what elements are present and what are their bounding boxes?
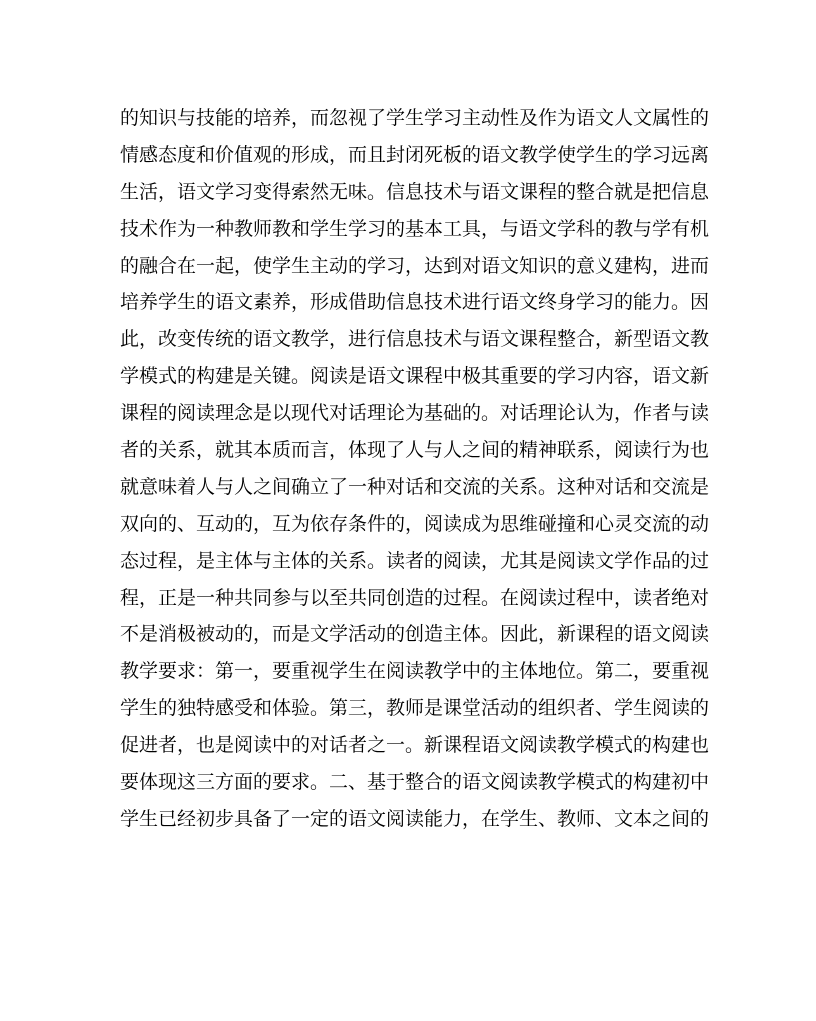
text-line: 双向的、互动的，互为依存条件的，阅读成为思维碰撞和心灵交流的动 <box>120 512 710 535</box>
text-line: 的知识与技能的培养，而忽视了学生学习主动性及作为语文人文属性的 <box>120 107 710 129</box>
body-paragraph <box>120 100 710 838</box>
text-line: 学模式的构建是关键。阅读是语文课程中极其重要的学习内容，语文新 <box>120 365 710 388</box>
text-line: 者的关系，就其本质而言，体现了人与人之间的精神联系，阅读行为也 <box>120 439 710 462</box>
text-line: 技术作为一种教师教和学生学习的基本工具，与语文学科的教与学有机 <box>120 217 710 240</box>
text-line: 的融合在一起，使学生主动的学习，达到对语文知识的意义建构，进而 <box>120 254 710 277</box>
text-line: 不是消极被动的，而是文学活动的创造主体。因此，新课程的语文阅读 <box>120 623 710 646</box>
text-line: 学生的独特感受和体验。第三，教师是课堂活动的组织者、学生阅读的 <box>120 697 710 720</box>
text-line: 课程的阅读理念是以现代对话理论为基础的。对话理论认为，作者与读 <box>120 402 710 425</box>
text-line: 促进者，也是阅读中的对话者之一。新课程语文阅读教学模式的构建也 <box>120 734 710 757</box>
text-line: 教学要求：第一，要重视学生在阅读教学中的主体地位。第二，要重视 <box>120 660 710 683</box>
text-line: 程，正是一种共同参与以至共同创造的过程。在阅读过程中，读者绝对 <box>120 586 710 609</box>
text-line: 态过程，是主体与主体的关系。读者的阅读，尤其是阅读文学作品的过 <box>120 549 710 572</box>
text-line: 生活，语文学习变得索然无味。信息技术与语文课程的整合就是把信息 <box>120 180 710 203</box>
text-line: 要体现这三方面的要求。二、基于整合的语文阅读教学模式的构建初中 <box>120 771 710 794</box>
text-line: 情感态度和价值观的形成，而且封闭死板的语文教学使学生的学习远离 <box>120 143 710 166</box>
text-line: 此，改变传统的语文教学，进行信息技术与语文课程整合，新型语文教 <box>120 328 710 351</box>
text-line: 学生已经初步具备了一定的语文阅读能力，在学生、教师、文本之间的 <box>120 807 710 830</box>
text-line: 就意味着人与人之间确立了一种对话和交流的关系。这种对话和交流是 <box>120 475 710 498</box>
text-line: 培养学生的语文素养，形成借助信息技术进行语文终身学习的能力。因 <box>120 291 710 314</box>
